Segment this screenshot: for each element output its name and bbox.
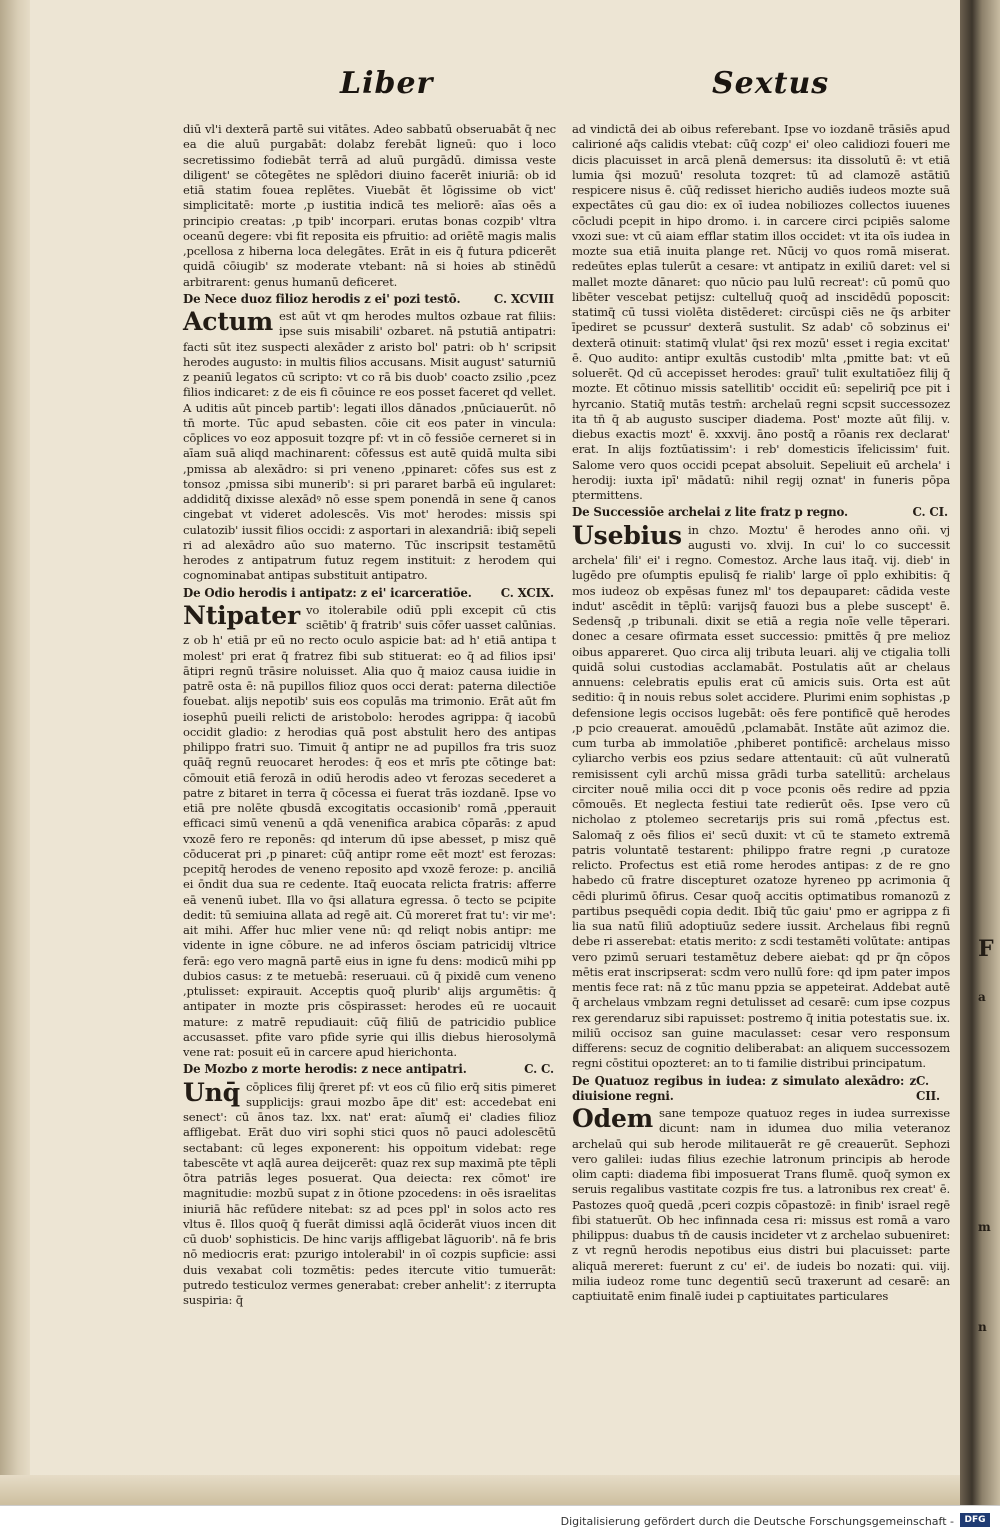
- page-edge-left: [0, 0, 30, 1505]
- chapter-heading-text: De Mozbo z morte herodis: z nece antipatri.: [183, 1062, 467, 1077]
- left-column: [183, 122, 556, 1308]
- incipit: Usebius: [572, 520, 682, 550]
- incipit: Ntipater: [183, 600, 301, 630]
- chapter-heading: [572, 1074, 950, 1105]
- paragraph: sane tempoze quatuoz reges in iudea surrexisse dicunt: nam in idumea duo milia veteranoz archelaū qui sub herode militauerāt re gē creauerūt. Sephozi vero galilei: iudas filius ezechie latronum principis ab herode olim capti: diadema fibi imposuerat Trans flumē. quoq̄ symon ex seruis regalibus vastitate cozpis fre tus. a latronibus rex creat' ē. Pastozes quoq̄ quedā ,pceri cozpis cōpastozē: in finib' israel regē fibi statuerūt. Ob hec infinnada cesa ri: missus est romā a varo philippus: duabus tn̄ de causis incideter vt z archelao subueniret: z vt regnū herodis nepotibus eius distri bui placuisset: parte aliquā mereret: fuerunt z cu' ei'. de iudeis bo nozati: qui. viij. milia iudeoz rome tunc degentiū secū traxerunt ad cesarē: an captiuitatē enim finalē iudei p captiuitates particulares: [572, 1106, 950, 1303]
- page-edge-bottom: [0, 1475, 960, 1505]
- running-head-right: Sextus: [712, 66, 830, 101]
- dfg-logo: DFG: [960, 1513, 990, 1527]
- chapter-heading-text: De Successiōe archelai z lite fratz p regno.: [572, 505, 848, 520]
- chapter-heading: [183, 292, 556, 307]
- facing-page-fragment: a: [978, 990, 986, 1004]
- chapter-heading: [183, 586, 556, 601]
- paragraph: in chzo. Moztu' ē herodes anno oñi. vj augusti vo. xlvij. In cui' lo co successit archela' fili' ei' i regno. Comestoz. Arche laus itaq̄. vij. dieb' in lugēdo pre oſumptis epulisq̄ fe rialib' large oī pplo exhibitis: q̄ mos iudeoz ob expēsas funez ml' tos depauparet: cādida veste indut' ascēdit in tēplū: varijsq̄ fauozi bus a plebe suscept' ē. Sedensq̄ ,p tribunali. dixit se etiā a regia noīe velle tēperari. donec a cesare ofirmata esset successio: pmittēs q̄ pre melioz oibus appareret. Quo circa alij tributa leuari. alij ve ctigalia tolli quidā solui custodias acclamabāt. Postulatis aūt ar chelaus annuens: celebratis epulis erat cū amicis suis. Orta est aūt seditio: q̄ in nouis rebus solet accidere. Plurimi enim sophistas ,p defensione legis occisos lugebāt: oēs fere pontificē quē herodes ,p pcio creauerat. amouēdū ,pclamabāt. Instāte aūt azimoz die. cum turba ab immolatiōe ,phiberet pontificē: archelaus misso cyliarcho verbis eos pzius sedare attentauit: cū aūt vulneratū remisissent cyli archū missa grādi turba satellitū: archelaus circiter nouē milia occi dit p voce pconis oēs redire ad ppzia cōmouēs. Et neglecta festiui tate redierūt oēs. Ipse vero cū nicholao z ptolemeo secretarijs pris sui romā ,pfectus est. Salomaq̄ z oēs filios ei' secū duxit: vt cū te stameto extremā patris voluntatē testarent: philippo fratre regni ,p curatoze relicto. Profectus est etiā rome herodes antipas: z de re gno habedo cū fratre discepturet ozatoze hyreneo pp acrimonia q̄ cēdi plurimū ōfirus. Cesar quoq̄ accitis optimatibus romanozū z partibus psequēdi copia dedit. Ibiq̄ tūc gaiu' pmo er agrippa z fi lia sua natū filiū adoptiuūz sedere iussit. Archelaus fibi regnū debe ri asserebat: etatis merito: z scdi testamēti volūtate: antipas vero pzimū seruari testamētuz debere aiebat: qd pr q̄n cōpos mētis erat inscripserat: scdm vero nullū fore: qd ipm pater impos mentis fece rat: nā z tūc manu ppzia se appeteirat. Addebat autē q̄ archelaus vmbzam regni detulisset ad cesarē: cum ipse cozpus rex gerendaruz sibi rapuisset: postremo q̄ initia potestatis sue. ix. miliū occisoz san guine maculasset: cesar vero responsum differens: secuz de cognitio deliberabat: an aliquem successozem regni cōstitui opozteret: an to ti familie distribui principatum.: [572, 522, 950, 1071]
- chapter-number: C. CII.: [916, 1073, 940, 1103]
- paragraph: ad vindictā dei ab oibus referebant. Ipse vo iozdanē trāsiēs apud calirioné aq̄s calidis vtebat: cūq̄ cozp' ei' oleo calidiozi foueri me dicis placuisset in arcā plenā demersus: ita dissolutū ē: vt etiā lumia q̄si mozuū' resoluta tozqret: tū ad clamozē astātiū respicere nisus ē. cūq̄ redisset hiericho audiēs iudeos mozte suā expectātes cū gau dio: ex oī iudea nobiliozes collectos iuuenes cōcludi pcepit in hipo dromo. i. in carcere circi pcipiēs salome vxozi sue: vt cū aiam efflar statim illos occidet: vt ita oīs iudea in mozte sua etiā inuita plange ret. Nūcij vo quos romā miserat. redeūtes eplas tulerūt a cesare: vt antipatz in exiliū daret: vel si mallet mozte dānaret: quo nūcio pau lulū recreat': cū pomū quo libēter vescebat petijsz: cultelluq̄ quoq̄ ad inscidēdū poposcit: statimq̄ cū tussi violēta distēderet: circūspi ciēs ne q̄s arbiter īpediret se pcussur' dexterā sustulit. Sz adab' cō sobzinus ei' dexterā otinuit: statimq̄ vlulat' q̄si rex mozū' esset i regia excitat' ē. Quo audito: antipr exultās custodib' mlta ,pmitte bat: vt eū soluerēt. Qd cū accepisset herodes: grauī' tulit exultatiōez filij q̄ mozte. Et cōtinuo missis satellitib' occidit eū: sepeliriq̄ pce pit i hyrcanio. Statiq̄ mutās testm̄: archelaū regni scpsit successozez ita tn̄ q̄ ab augusto susciper diadema. Post' mozte aūt filij. v. diebus exactis mozt' ē. xxxvij. āno postq̄ a rōanis rex declarat' erat. In alijs foztūatissim': i reb' domesticis īfelicissim' fuit. Salome vero quos occidi pcepat absoluit. Sepeliuit eū archela' i herodij: iuxta ipī' mādatū: nihil regij oznat' in funeris pōpa ptermittens.: [572, 122, 950, 502]
- paragraph: vo itolerabile odiū ppli excepit cū ctis sciētib' q̄ fratrib' suis cōfer uasset calūnias. z ob h' etiā pr eū no recto oculo aspicie bat: ad h' etiā antipa t molest' pri erat q̄ fratrez fibi sub stituerat: eo q̄ ad filios ipsi' ātipri regnū trāsire noluisset. Alia quo q̄ maioz causa iuidie in patrē osta ē: nā pupillos filioz quos occi derat: paterna dilectiōe fouebat. alijs nepotib' suis eos copulās ma trimonio. Erāt aūt fm iosephū pueili relicti de aristobolo: herodes agrippa: q̄ iacobū occidit gladio: z herodias quā post abstulit hero des antipas philippo fratri suo. Timuit q̄ antipr ne ad pupillos fra tris suoz quāq̄ regnū reuocaret herodes: q̄ eos et mrīs pte cōtinge bat: cōmouit etiā ferozā in odiū herodis adeo vt ferozas secederet a patre z bitaret in terra q̄ cōcessa ei fuerat trās iozdanē. Ipse vo etiā pre nolēte qbusdā excogitatis occasionib' romā ,pperauit efficaci simū venenū a qdā venenifica arabica cōparās: z apud vxozē fero re reponēs: qd interum dū ipse abesset, p misz quē cōducerat pri ,p pinaret: cūq̄ antipr rome eēt mozt' est ferozas: pcepitq̄ herodes de veneno reposito apd vxozē feroze: p. anciliā ei ōndit dua sua re cedente. Itaq̄ euocata relicta fratris: afferre eā venenū iubet. Illa vo q̄si allatura egressa. ō tecto se pcipite dedit: tū semiuina allata ad regē ait. Cū moreret frat tu': vir me': ait mihi. Affer huc mlier vene nū: qd reliqt nobis antipr: me vidente in igne cōbure. ne ad inferos ōsciam patricidij vltrice ferā: ego vero magnā partē eius in igne fu dens: modicū mihi pp dubios casus: z te metuebā: reseruaui. cū q̄ pixidē cum veneno ,ptulisset: expirauit. Acceptis quoq̄ plurib' alijs argumētis: q̄ antipater in mozte pris cōspirasset: herodes eū re uocauit mature: z matrē repudiauit: cūq̄ filiū de patricidio publice accusasset. pfite varo pfide syrie qui illis diebus hierosolymā vene rat: posuit eū in carcere apud hierichonta.: [183, 602, 556, 1059]
- facing-page-fragment: m: [978, 1220, 991, 1234]
- paragraph: est aūt vt qm herodes multos ozbaue rat filiis: ipse suis misabili' ozbaret. nā pstutiā antipatri: facti sūt itez suspecti alexāder z aristo bol' patri: ob h' scripsit herodes augusto: in multis filios accusans. Misit august' saturniū z peaniū legatos cū scripto: vt co rā bis duob' coacto zsilio ,pcez filios indicaret: z de eis fi cōuince re eos posset faceret qd vellet. A uditis aūt pinceb partib': legati illos dānados ,pnūciauerūt. nō tn̄ morte. Tūc apud sebasten. cōie cit eos pater in vincula: cōplices vo eoz apposuit tozqre pf: vt in cō fessiōe cerneret si in aīam suā aliqd machinarent: cōfessus est autē quidā multa sibi ,pmissa ab alexādro: si pri veneno ,ppinaret: cōfes sus est z tonsoz ,pmissa sibi munerib': si pri pararet barbā eū ingularet: addiditq̄ dixisse alexādꝰ nō esse spem ponendā in sene q̄ canos cingebat vt videret adolescēs. Vis mot' herodes: missis spi culatozib' iussit filios occidi: z asportari in alexandriā: ibiq̄ sepeli ri ad alexādro aūo suo materno. Tūc inscripsit testamētū herodes z antipatrum futuz regem instituit: z herodem qui cognominabat antipas substituit antipatro.: [183, 309, 556, 583]
- chapter-number: C. XCIX.: [500, 585, 554, 600]
- right-column: [572, 122, 950, 1304]
- chapter-heading: [183, 1062, 556, 1077]
- chapter-heading-text: De Quatuoz regibus in iudea: z simulato alexādro: z diuisione regni.: [572, 1073, 916, 1103]
- chapter-heading-text: De Odio herodis i antipatz: z ei' icarceratiōe.: [183, 585, 472, 600]
- running-head-left: Liber: [340, 66, 434, 101]
- paragraph: diū vl'i dexterā partē sui vitātes. Adeo sabbatū obseruabāt q̄ nec ea die aluū purgabāt: dolabz ferebāt ligneū: quo i loco secretissimo fodiebāt terrā ad aluū purgādū. dimissa veste diligent' se cōtegētes ne splēdori diuino facerēt iniuriā: ob id etiā statim fouea replētes. Viuebāt ēt lōgissime ob vict' simplicitatē: morte ,p iustitia indicā tes meliorē: aīas oēs a principio creatas: ,p tpib' incorpari. erutas bonas cozpib' vltra oceanū degere: vbi fit reposita eis pfruitio: ad oriētē magis malis ,pcellosa z hiberna loca delegātes. Erāt in eis q̄ futura pdicerēt quidā cōiugib' sz moderate vtebant: nā si hoies ab stinēdū arbitrarent: genus humanū deficeret.: [183, 122, 556, 289]
- incipit: Unq̄: [183, 1077, 241, 1107]
- facing-page-edge: [960, 0, 1000, 1505]
- facing-page-fragment: F: [978, 936, 994, 962]
- funding-notice: Digitalisierung gefördert durch die Deutsche Forschungsgemeinschaft -: [560, 1515, 954, 1528]
- incipit: Odem: [572, 1104, 654, 1133]
- chapter-heading-text: De Nece duoz filioz herodis z ei' pozi testō.: [183, 291, 461, 306]
- chapter-number: C. XCVIII: [493, 291, 554, 306]
- incipit: Actum: [183, 307, 274, 336]
- chapter-heading: [572, 505, 950, 520]
- footer-bar: [0, 1505, 1000, 1535]
- paragraph: cōplices filij q̄reret pf: vt eos cū filio erq̄ sitis pimeret supplicijs: graui mozbo āpe dit' est: accedebat eni senect': cū ānos taz. lxx. nat' erat: aīumq̄ ei' cladies filioz affligebat. Erāt duo viri sophi stici quos nō pauci adolescētū sectabant: cū leges exponerent: his oppoitum videbat: rege tabescēte vt aqlā aurea deijcerēt: quaz rex sup maximā pte tēpli ōtra patriās leges posuerat. Qua deiecta: rex cōmot' ire magnitudie: mozbū supat z in ōtione pzocedens: in oēs israelitas iniuriā hāc refūdere nitebat: sz ad pces ppl' in solos acto res vltus ē. Illos quoq̄ q̄ fuerāt dimissi aqlā ōciderāt viuos incen dit cū duob' sophisticis. De hinc varijs affligebat lāguorib'. nā fe bris nō mediocris erat: pzurigo intolerabil' in oī cozpis supficie: assi duis vexabat coli tozmētis: pedes itercute vitio tumuerāt: putredo testiculoz vermes generabat: creber anhelit': z iterrupta suspiria: q̄: [183, 1079, 556, 1307]
- chapter-number: C. CI.: [912, 505, 948, 520]
- chapter-number: C. C.: [524, 1062, 554, 1077]
- facing-page-fragment: n: [978, 1320, 987, 1334]
